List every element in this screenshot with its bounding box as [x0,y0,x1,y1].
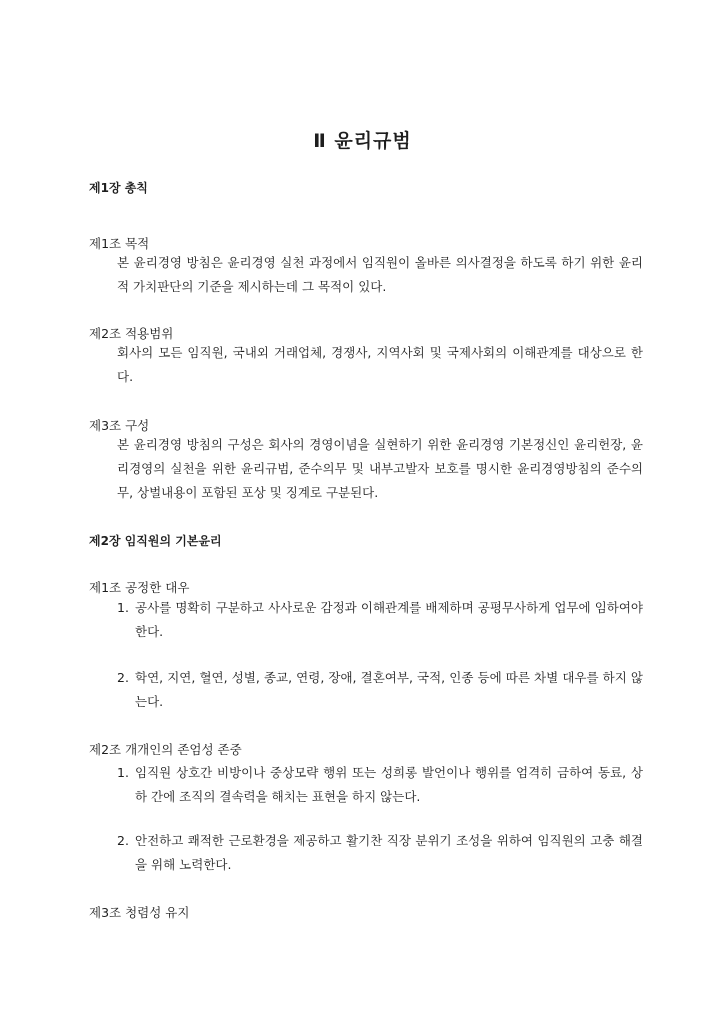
article-1-3-heading: 제3조 구성 [89,418,150,433]
document-title: Ⅱ 윤리규범 [313,130,412,152]
list-item-text: 학연, 지연, 혈연, 성별, 종교, 연령, 장애, 결혼여부, 국적, 인종 등에 따른 차별 대우를 하지 않는다. [135,670,643,709]
list-item-text: 공사를 명확히 구분하고 사사로운 감정과 이해관계를 배제하며 공평무사하게 업무에 임하여야 한다. [135,600,643,639]
article-1-1-heading: 제1조 목적 [89,236,150,251]
list-item-number: 1. [117,765,129,780]
list-item-text: 임직원 상호간 비방이나 중상모략 행위 또는 성희롱 발언이나 행위를 엄격히 금하여 동료, 상하 간에 조직의 결속력을 해치는 표현을 하지 않는다. [135,765,643,804]
article-1-2-heading: 제2조 적용범위 [89,326,174,341]
list-item-number: 2. [117,833,129,848]
article-1-1-body: 본 윤리경영 방침은 윤리경영 실천 과정에서 임직원이 올바른 의사결정을 하도록 하기 위한 윤리적 가치판단의 기준을 제시하는데 그 목적이 있다. [117,255,643,294]
article-2-3-heading: 제3조 청렴성 유지 [89,905,190,920]
list-item-number: 1. [117,600,129,615]
chapter-2-heading: 제2장 임직원의 기본윤리 [89,534,222,548]
list-item-text: 안전하고 쾌적한 근로환경을 제공하고 활기찬 직장 분위기 조성을 위하여 임직원의 고충 해결을 위해 노력한다. [135,833,643,872]
article-1-2-body: 회사의 모든 임직원, 국내외 거래업체, 경쟁사, 지역사회 및 국제사회의 이해관계를 대상으로 한다. [117,345,643,384]
article-1-3-body: 본 윤리경영 방침의 구성은 회사의 경영이념을 실현하기 위한 윤리경영 기본정신인 윤리헌장, 윤리경영의 실천을 위한 윤리규범, 준수의무 및 내부고발자 보호를 명시한 윤리경영방침의 준수의무, 상벌내용이 포함된 포상 및 징계로 구분된다. [117,437,643,500]
chapter-1-heading: 제1장 총칙 [89,181,148,195]
article-2-1-heading: 제1조 공정한 대우 [89,580,190,595]
list-item-number: 2. [117,670,129,685]
article-2-2-heading: 제2조 개개인의 존엄성 존중 [89,742,242,757]
